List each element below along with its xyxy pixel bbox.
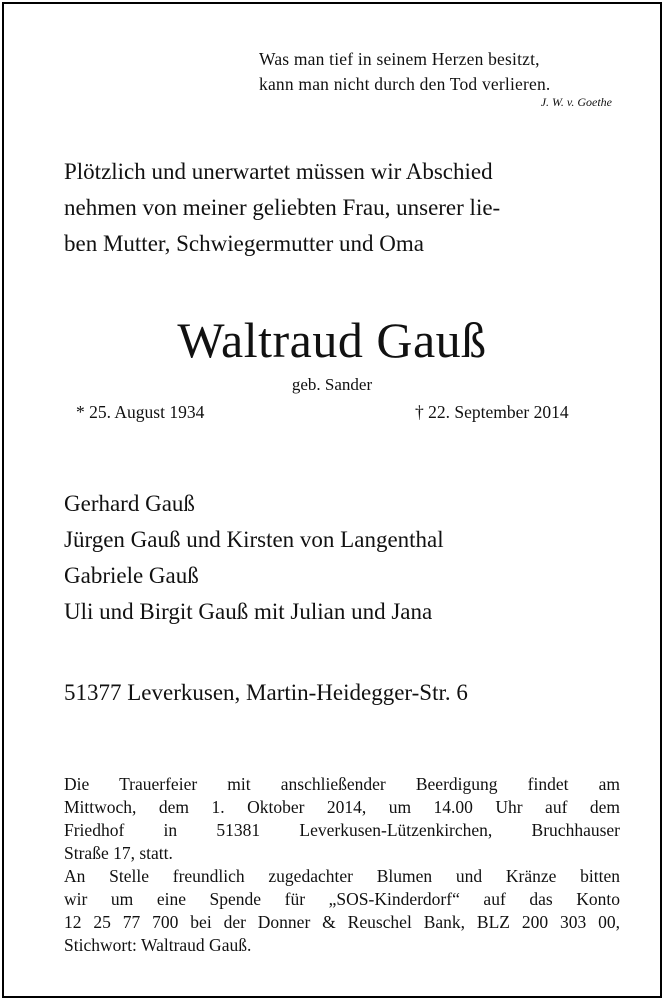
mourner-line: Jürgen Gauß und Kirsten von Langenthal: [64, 527, 444, 552]
quote-author: J. W. v. Goethe: [540, 95, 612, 109]
mourners-list: [64, 486, 444, 630]
goethe-quote: [259, 47, 619, 97]
mourner-line: Gabriele Gauß: [64, 563, 199, 588]
notice-line: Friedhof in 51381 Leverkusen-Lützenkirchen, Bruchhauser: [64, 820, 620, 840]
deceased-name: Waltraud Gauß: [177, 312, 487, 368]
mourner-line: Uli und Birgit Gauß mit Julian und Jana: [64, 599, 433, 624]
intro-line: nehmen von meiner geliebten Frau, unserer lie-: [64, 195, 501, 220]
birth-date: * 25. August 1934: [76, 402, 205, 422]
notice-line: Die Trauerfeier mit anschließender Beerdigung findet am: [64, 774, 620, 794]
notice-line: Mittwoch, dem 1. Oktober 2014, um 14.00 Uhr auf dem: [64, 797, 620, 817]
notice-line: 12 25 77 700 bei der Donner & Reuschel Bank, BLZ 200 303 00,: [64, 912, 620, 932]
obituary-frame: [2, 2, 662, 998]
quote-line: Was man tief in seinem Herzen besitzt,: [259, 49, 540, 69]
notice-line: Straße 17, statt.: [64, 843, 173, 863]
notice-line: wir um eine Spende für „SOS-Kinderdorf“ auf das Konto: [64, 889, 620, 909]
intro-line: ben Mutter, Schwiegermutter und Oma: [64, 231, 424, 256]
notice-line: Stichwort: Waltraud Gauß.: [64, 935, 252, 955]
death-date: † 22. September 2014: [415, 402, 569, 422]
mourner-line: Gerhard Gauß: [64, 491, 195, 516]
quote-line: kann man nicht durch den Tod verlieren.: [259, 74, 551, 94]
family-address: 51377 Leverkusen, Martin-Heidegger-Str. 6: [64, 680, 468, 705]
funeral-notice: [64, 773, 620, 957]
intro-text: [64, 154, 624, 262]
intro-line: Plötzlich und unerwartet müssen wir Abschied: [64, 159, 493, 184]
maiden-name: geb. Sander: [291, 375, 373, 394]
notice-line: An Stelle freundlich zugedachter Blumen und Kränze bitten: [64, 866, 620, 886]
